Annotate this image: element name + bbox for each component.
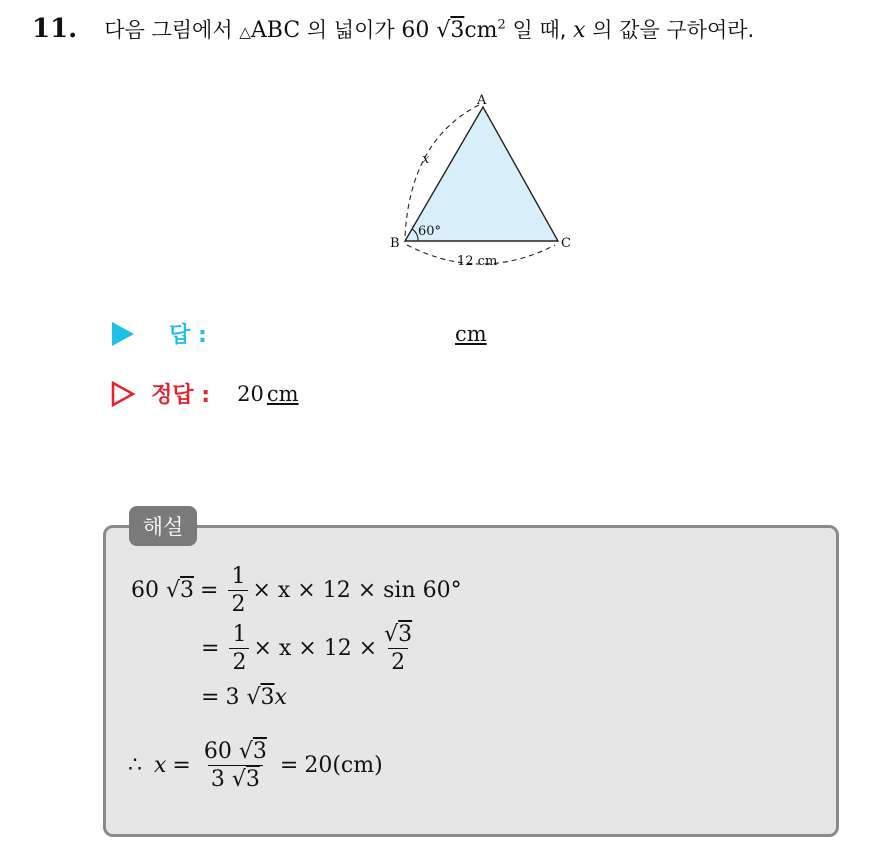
answer-row — [110, 318, 487, 349]
line3-var: x — [274, 685, 287, 710]
answer-label: 답 : — [169, 323, 207, 348]
line3-coef: 3 — [225, 685, 240, 710]
sqrt-symbol: √ — [384, 622, 399, 647]
line2-frac-den: 2 — [229, 648, 249, 674]
line1-frac-den: 2 — [228, 590, 248, 616]
correct-value-unit: cm — [266, 381, 299, 406]
line1-rest: × x × 12 × sin 60° — [252, 578, 462, 604]
correct-answer-value — [237, 382, 298, 406]
line1-lhs-num: 60 — [131, 578, 159, 604]
therefore-symbol: ∴ — [128, 753, 142, 779]
question-text-after: 의 값을 구하여라. — [585, 18, 755, 42]
question-text-area: 의 넓이가 — [300, 18, 402, 42]
triangle-figure — [385, 85, 585, 275]
area-unit-exponent: 2 — [497, 17, 506, 33]
line4-eq: = — [172, 753, 191, 779]
line2-frac2-num: √3 — [384, 622, 413, 647]
correct-value-number: 20 — [237, 381, 264, 406]
sqrt-symbol: √ — [238, 739, 253, 764]
question-header — [32, 14, 754, 44]
play-triangle-icon — [110, 320, 136, 348]
line1-frac-num: 1 — [231, 564, 246, 589]
solution-tab: 해설 — [129, 506, 197, 546]
answer-unit-blank: cm — [455, 322, 487, 346]
triangle-name: ABC — [250, 18, 301, 43]
line4-frac-num: 60 √3 — [203, 739, 267, 764]
question-number: 11. — [32, 14, 78, 44]
line2-fraction — [229, 623, 249, 674]
line4-eq2: = — [279, 753, 299, 779]
area-value: 60 — [401, 18, 430, 43]
solution-line-3 — [201, 685, 287, 710]
line4-result: 20(cm) — [304, 753, 383, 779]
question-text-when: 일 때, — [505, 18, 574, 42]
correct-answer-label: 정답 : — [151, 383, 211, 408]
sqrt-symbol: √ — [246, 685, 261, 710]
vertex-b-label: B — [390, 236, 400, 251]
side-x-label: x — [422, 152, 430, 167]
triangle-symbol: △ — [239, 23, 251, 41]
sqrt-symbol: √ — [231, 767, 246, 793]
line4-fraction — [201, 740, 270, 791]
line2-frac-num: 1 — [232, 622, 247, 647]
line4-frac-den: 3 √3 — [208, 765, 263, 791]
solution-line-4 — [128, 740, 383, 791]
line2-frac2-den: 2 — [388, 648, 408, 674]
question-text-before: 다음 그림에서 — [104, 18, 240, 42]
line1-fraction — [228, 565, 248, 616]
line2-mid: × x × 12 × — [253, 636, 378, 662]
correct-answer-row — [110, 378, 299, 409]
base-length-label: 12 cm — [457, 254, 498, 269]
solution-box — [103, 525, 839, 837]
line3-rad: 3 — [260, 685, 275, 710]
line4-var: x — [154, 753, 167, 779]
vertex-c-label: C — [561, 236, 571, 251]
question-variable: x — [573, 18, 586, 43]
vertex-a-label: A — [477, 93, 487, 108]
area-unit: cm — [464, 18, 498, 43]
solution-line-2 — [201, 623, 419, 674]
line2-fraction-sqrt — [381, 623, 415, 674]
angle-60-label: 60° — [418, 224, 442, 239]
triangle-abc — [405, 107, 558, 241]
sqrt-symbol: √ — [436, 18, 451, 43]
sqrt-symbol: √ — [166, 578, 181, 604]
area-radical: 3 — [450, 18, 465, 43]
line2-eq: = — [201, 636, 220, 662]
line1-lhs-rad: 3 — [180, 578, 195, 604]
line3-eq: = — [201, 685, 220, 710]
solution-line-1 — [131, 565, 462, 616]
outline-triangle-icon — [110, 380, 136, 408]
line1-eq: = — [200, 578, 219, 604]
